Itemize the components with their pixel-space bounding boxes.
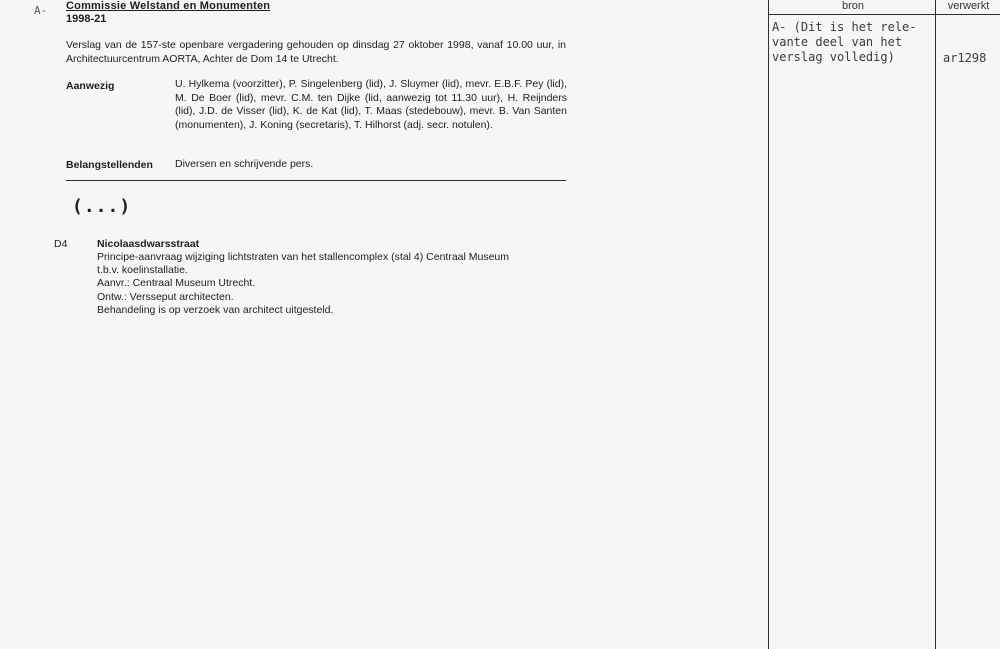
table-border-middle <box>935 0 936 649</box>
table-header-rule <box>768 14 1000 15</box>
column-header-processed: verwerkt <box>947 0 990 12</box>
item-code: D4 <box>54 238 68 250</box>
item-line: Principe-aanvraag wijziging lichtstraten van het stallencomplex (stal 4) Centraal Museum <box>97 251 510 263</box>
stakeholders-label: Belangstellenden <box>66 159 153 171</box>
meeting-intro: Verslag van de 157-ste openbare vergadering gehouden op dinsdag 27 oktober 1998, vanaf 10.00 uur, in Architectuurcentrum AORTA, Achter de Dom 14 te Utrecht. <box>66 39 566 65</box>
item-line: t.b.v. koelinstallatie. <box>97 264 188 277</box>
processed-code: ar1298 <box>943 51 987 65</box>
stakeholders-text: Diversen en schrijvende pers. <box>175 158 314 170</box>
margin-mark: A- <box>34 4 48 17</box>
present-label: Aanwezig <box>66 80 115 92</box>
present-list: U. Hylkema (voorzitter), P. Singelenberg (lid), J. Sluymer (lid), mevr. E.B.F. Pey (lid), M. De Boer (lid), mevr. C.M. ten Dijke (lid, aanwezig tot 11.30 uur), H. Reijnders (lid), J.D. de Visser (lid), K. de Kat (lid), T. Maas (stedebouw), mevr. B. Van Santen (monumenten), J. Koning (secretaris), T. Hilhorst (adj. secr. notulen). <box>175 78 567 131</box>
item-details <box>97 251 577 317</box>
item-title: Nicolaasdwarsstraat <box>97 238 200 250</box>
item-line: Ontw.: Versseput architecten. <box>97 290 234 303</box>
source-note: A- (Dit is het rele- vante deel van het verslag volledig) <box>772 20 917 64</box>
omission-marker: (...) <box>72 196 132 217</box>
org-title: Commissie Welstand en Monumenten <box>66 0 271 12</box>
item-line: Behandeling is op verzoek van architect uitgesteld. <box>97 303 334 316</box>
column-header-source: bron <box>841 0 865 12</box>
doc-number: 1998-21 <box>66 13 107 25</box>
section-divider <box>66 180 566 181</box>
item-line: Aanvr.: Centraal Museum Utrecht. <box>97 277 256 290</box>
table-border-left <box>768 0 769 649</box>
